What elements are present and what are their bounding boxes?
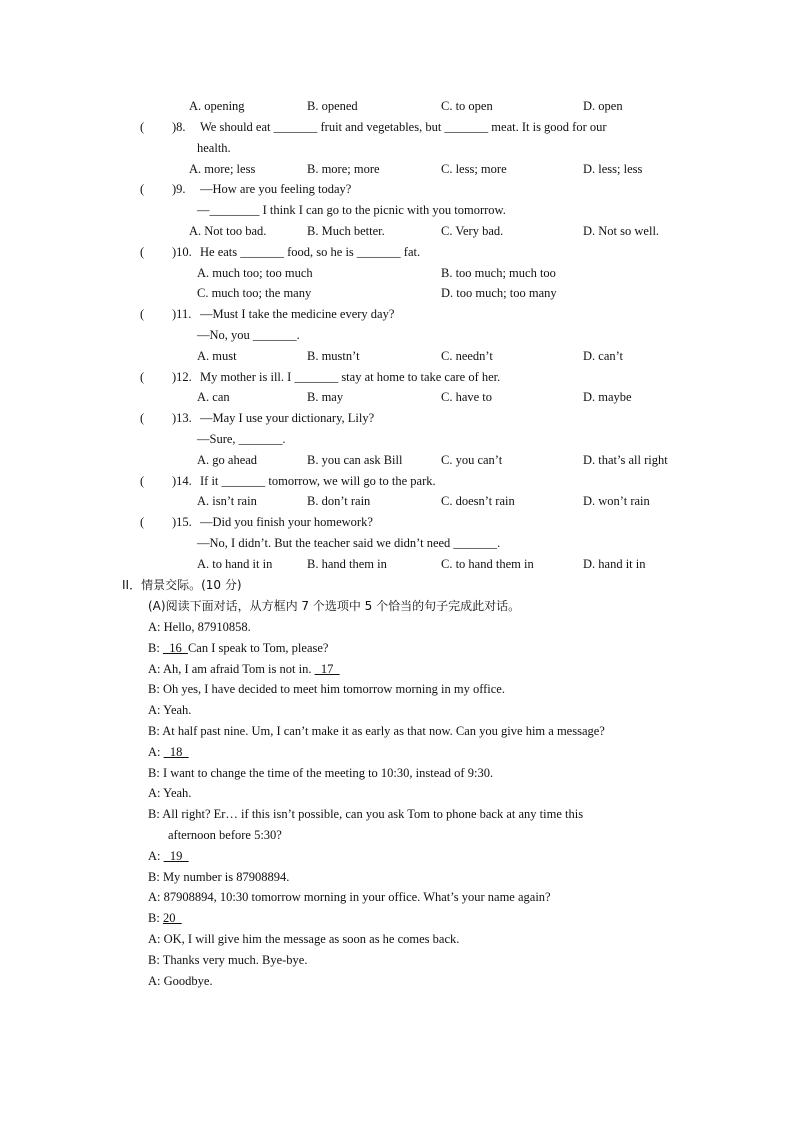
speaker-label: B:	[148, 952, 163, 967]
question-stem: —Did you finish your homework?	[200, 515, 373, 530]
dialogue-text: Yeah.	[163, 703, 192, 718]
option-c: C. doesn’t rain	[441, 494, 515, 509]
dialogue-line	[148, 702, 191, 718]
answer-paren-open: (	[140, 473, 145, 488]
answer-blank[interactable]: 18	[163, 744, 189, 759]
answer-paren-open: (	[140, 182, 145, 197]
option-a: A. isn’t rain	[197, 494, 257, 509]
dialogue-line	[148, 889, 551, 905]
dialogue-text: All right? Er… if this isn’t possible, can you ask Tom to phone back at any time this	[162, 807, 584, 822]
answer-paren-open: (	[140, 120, 145, 134]
dialogue-text: Yeah.	[163, 786, 192, 801]
option-c: C. to open	[441, 99, 493, 113]
speaker-label: A:	[148, 973, 164, 988]
speaker-label: A:	[148, 932, 164, 946]
option-b: B. hand them in	[307, 556, 387, 571]
question-stem-line2: —________ I think I can go to the picnic with you tomorrow.	[197, 203, 506, 218]
question-stem: —May I use your dictionary, Lily?	[200, 411, 375, 426]
dialogue-text: Goodbye.	[163, 973, 213, 988]
question-stem-line2: —Sure, _______.	[197, 432, 286, 446]
question-stem-line2: —No, I didn’t. But the teacher said we didn’t need _______.	[197, 536, 501, 550]
option-b: B. opened	[307, 99, 358, 113]
option-d: D. won’t rain	[583, 494, 650, 509]
question-number: )8.	[172, 120, 186, 134]
dialogue-text: 87908894, 10:30 tomorrow morning in your office. What’s your name again?	[163, 890, 551, 905]
speaker-label: B:	[148, 807, 163, 822]
dialogue-line	[148, 785, 191, 801]
question-number: )11.	[172, 307, 192, 322]
dialogue-line	[148, 640, 328, 656]
dialogue-text: Oh yes, I have decided to meet him tomorrow morning in my office.	[162, 682, 505, 697]
option-a: A. more; less	[189, 161, 256, 176]
speaker-label: A:	[148, 848, 164, 863]
option-c: C. much too; the many	[197, 286, 312, 301]
speaker-label: A:	[148, 620, 164, 634]
option-a: A. to hand it in	[197, 556, 273, 571]
option-a: A. must	[197, 348, 237, 363]
question-number: )15.	[172, 515, 192, 530]
option-a: A. much too; too much	[197, 265, 313, 280]
speaker-label: B:	[148, 869, 163, 884]
question-stem-line2: health.	[197, 140, 231, 155]
speaker-label: A:	[148, 661, 163, 676]
dialogue-line	[148, 723, 605, 739]
dialogue-text: My number is 87908894.	[162, 869, 290, 884]
question-number: )12.	[172, 369, 192, 384]
option-d: D. can’t	[583, 348, 624, 363]
answer-paren-open: (	[140, 369, 145, 384]
option-b: B. mustn’t	[307, 348, 360, 363]
question-stem: —How are you feeling today?	[200, 182, 352, 197]
dialogue-line	[148, 806, 583, 822]
dialogue-text: afternoon before 5:30?	[168, 828, 282, 842]
option-d: D. that’s all right	[583, 452, 668, 467]
question-number: )13.	[172, 411, 192, 426]
option-d: D. open	[583, 99, 623, 113]
option-a: A. can	[197, 390, 230, 405]
dialogue-line	[148, 952, 307, 968]
dialogue-line	[148, 910, 182, 926]
dialogue-text: Can I speak to Tom, please?	[187, 640, 329, 655]
option-d: D. maybe	[583, 390, 632, 405]
question-number: )14.	[172, 473, 192, 488]
answer-blank[interactable]: 20	[162, 911, 182, 926]
speaker-label: B:	[148, 640, 163, 655]
answer-paren-open: (	[140, 411, 145, 426]
dialogue-text: Hello, 87910858.	[163, 620, 251, 634]
speaker-label: B:	[148, 765, 163, 780]
question-stem: —Must I take the medicine every day?	[200, 307, 395, 322]
dialogue-line	[148, 619, 251, 635]
option-d: D. less; less	[583, 161, 643, 176]
dialogue-line	[148, 765, 493, 781]
option-d: D. hand it in	[583, 556, 646, 571]
speaker-label: A:	[148, 744, 164, 759]
question-number: )10.	[172, 244, 192, 259]
option-a: A. opening	[189, 99, 245, 113]
section2-instruction: (A)阅读下面对话，从方框内 7 个选项中 5 个恰当的句子完成此对话。	[148, 599, 521, 613]
option-d: D. too much; too many	[441, 286, 557, 301]
dialogue-line	[148, 931, 459, 947]
option-d: D. Not so well.	[583, 224, 660, 238]
option-b: B. too much; much too	[441, 265, 556, 280]
option-b: B. don’t rain	[307, 494, 371, 509]
speaker-label: A:	[148, 703, 164, 718]
answer-blank[interactable]: 16	[162, 640, 188, 655]
dialogue-line	[168, 827, 282, 843]
speaker-label: B:	[148, 911, 163, 926]
dialogue-line	[148, 848, 189, 864]
dialogue-text: At half past nine. Um, I can’t make it as early as that now. Can you give him a message?	[162, 724, 605, 738]
question-stem: We should eat _______ fruit and vegetables, but _______ meat. It is good for our	[200, 120, 607, 134]
answer-paren-open: (	[140, 307, 145, 322]
question-stem: He eats _______ food, so he is _______ fat.	[200, 244, 421, 259]
answer-paren-open: (	[140, 515, 145, 530]
option-c: C. less; more	[441, 161, 507, 176]
dialogue-text: Thanks very much. Bye-bye.	[162, 952, 308, 967]
speaker-label: B:	[148, 682, 163, 697]
answer-paren-open: (	[140, 244, 145, 259]
speaker-label: A:	[148, 786, 164, 801]
speaker-label: B:	[148, 724, 163, 738]
question-stem-line2: —No, you _______.	[197, 328, 300, 342]
option-a: A. go ahead	[197, 452, 258, 467]
dialogue-text: Ah, I am afraid Tom is not in.	[162, 661, 315, 676]
option-c: C. you can’t	[441, 452, 503, 467]
dialogue-line	[148, 744, 189, 760]
option-b: B. you can ask Bill	[307, 452, 403, 467]
option-c: C. to hand them in	[441, 556, 534, 571]
dialogue-text: OK, I will give him the message as soon as he comes back.	[163, 932, 460, 946]
speaker-label: A:	[148, 890, 164, 905]
answer-blank[interactable]: 17	[314, 661, 340, 676]
question-stem: If it _______ tomorrow, we will go to the park.	[200, 473, 436, 488]
dialogue-line	[148, 973, 213, 989]
question-stem: My mother is ill. I _______ stay at home to take care of her.	[200, 369, 501, 384]
option-b: B. Much better.	[307, 224, 385, 238]
dialogue-text: I want to change the time of the meeting to 10:30, instead of 9:30.	[162, 765, 494, 780]
option-c: C. needn’t	[441, 348, 493, 363]
dialogue-line	[148, 681, 505, 697]
answer-blank[interactable]: 19	[163, 848, 189, 863]
option-b: B. more; more	[307, 161, 380, 176]
option-c: C. Very bad.	[441, 224, 504, 238]
option-b: B. may	[307, 390, 344, 405]
question-number: )9.	[172, 182, 186, 197]
section2-heading: II．情景交际。(10 分)	[122, 578, 242, 592]
dialogue-line	[148, 661, 340, 677]
dialogue-line	[148, 869, 289, 885]
option-c: C. have to	[441, 390, 493, 405]
option-a: A. Not too bad.	[189, 224, 267, 238]
